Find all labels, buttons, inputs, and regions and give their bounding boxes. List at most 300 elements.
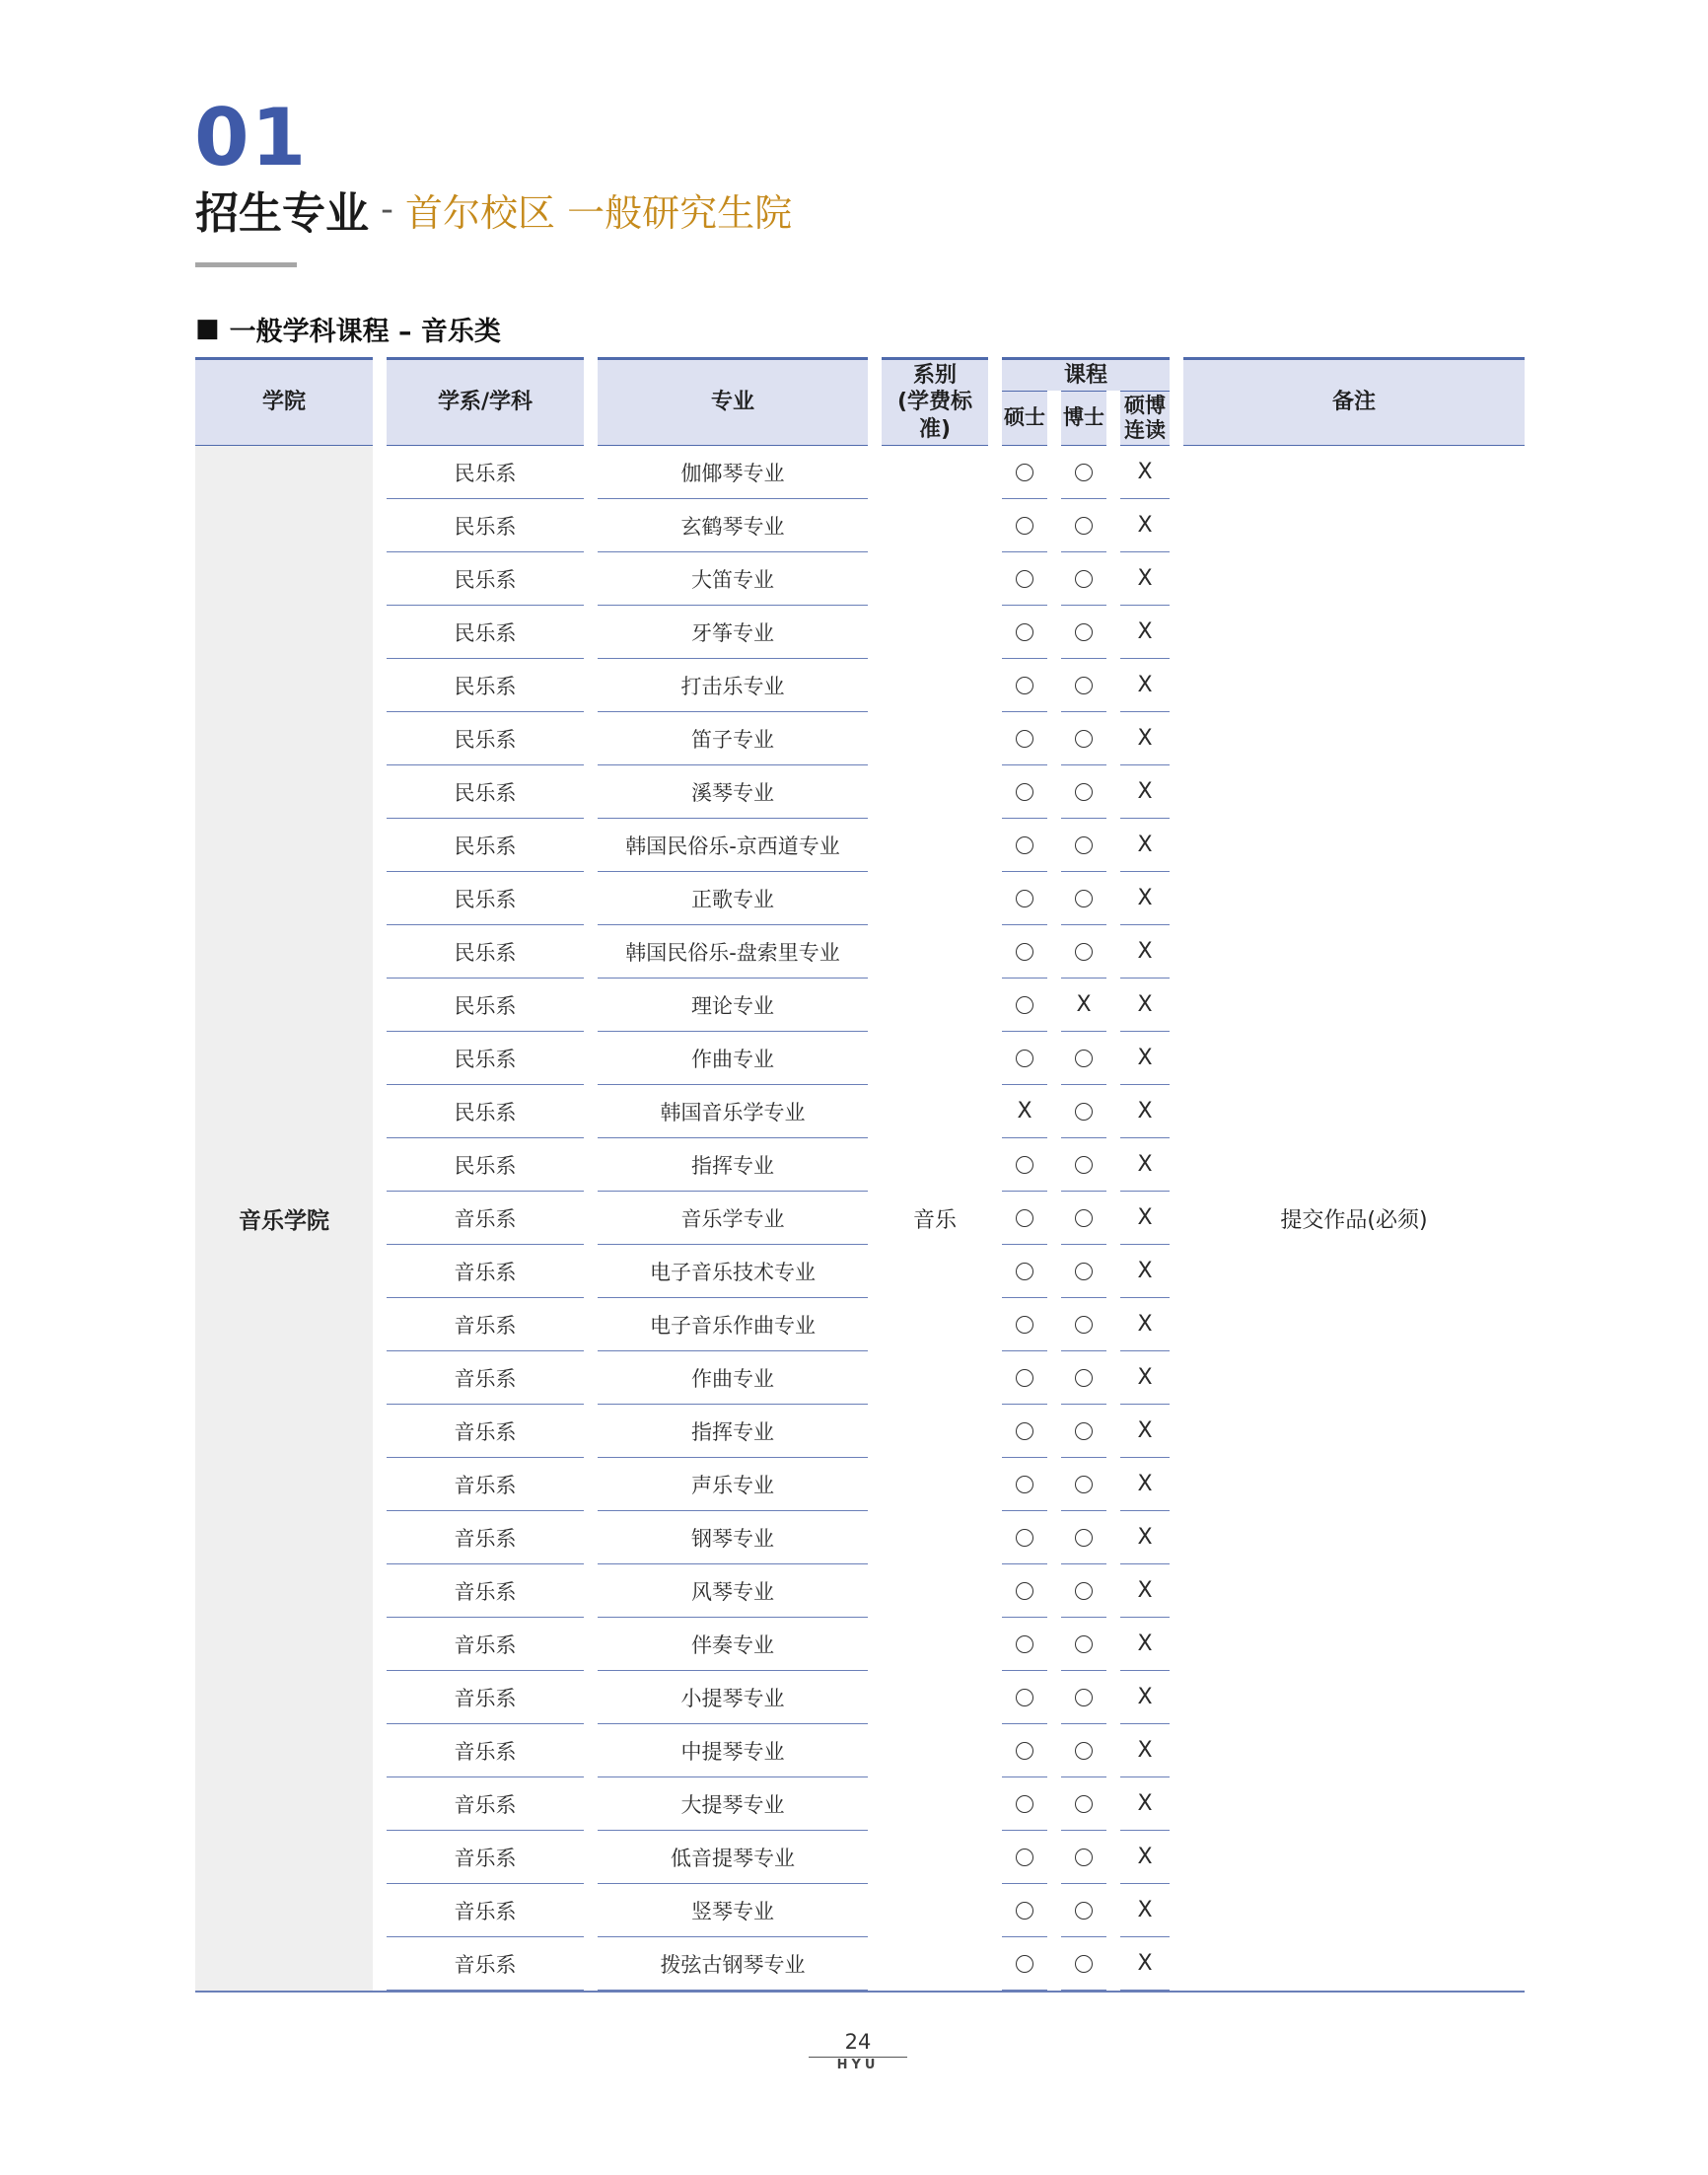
circle-mark-icon bbox=[1075, 1263, 1093, 1280]
header-combined-line2: 连读 bbox=[1124, 418, 1166, 442]
circle-mark-icon bbox=[1075, 1529, 1093, 1547]
circle-mark-icon bbox=[1016, 677, 1033, 694]
major-cell bbox=[598, 1245, 868, 1298]
department-cell bbox=[387, 1032, 584, 1085]
page-number: 24 bbox=[844, 2030, 872, 2054]
table-row bbox=[195, 1618, 1525, 1671]
table-row bbox=[195, 659, 1525, 712]
major-cell-text: 钢琴专业 bbox=[691, 1526, 774, 1551]
table-row bbox=[195, 1458, 1525, 1511]
master-cell bbox=[1002, 1032, 1047, 1085]
major-cell bbox=[598, 659, 868, 712]
combined-cell bbox=[1120, 1831, 1170, 1884]
master-cell bbox=[1002, 1777, 1047, 1831]
master-cell bbox=[1002, 1192, 1047, 1245]
major-cell bbox=[598, 1085, 868, 1138]
department-cell bbox=[387, 1884, 584, 1937]
major-cell bbox=[598, 765, 868, 819]
master-cell bbox=[1002, 499, 1047, 552]
x-mark: X bbox=[1137, 1365, 1153, 1390]
department-cell-text: 音乐系 bbox=[454, 1686, 517, 1710]
master-cell bbox=[1002, 712, 1047, 765]
doctor-cell bbox=[1061, 1564, 1106, 1618]
circle-mark-icon bbox=[1016, 730, 1033, 748]
department-cell bbox=[387, 606, 584, 659]
master-cell bbox=[1002, 1458, 1047, 1511]
doctor-cell bbox=[1061, 1724, 1106, 1777]
department-cell bbox=[387, 1351, 584, 1405]
table-row bbox=[195, 1192, 1525, 1245]
circle-mark-icon bbox=[1075, 836, 1093, 854]
department-cell bbox=[387, 1085, 584, 1138]
major-cell bbox=[598, 1671, 868, 1724]
doctor-cell bbox=[1061, 1405, 1106, 1458]
header-combined-line1: 硕博 bbox=[1124, 393, 1166, 417]
department-cell-text: 音乐系 bbox=[454, 1419, 517, 1444]
circle-mark-icon bbox=[1075, 1476, 1093, 1493]
table-row bbox=[195, 1245, 1525, 1298]
x-mark: X bbox=[1137, 1898, 1153, 1922]
x-mark: X bbox=[1137, 1418, 1153, 1443]
x-mark: X bbox=[1137, 1631, 1153, 1656]
header-course: 课程 bbox=[1002, 357, 1170, 391]
circle-mark-icon bbox=[1016, 623, 1033, 641]
x-mark: X bbox=[1137, 1046, 1153, 1070]
major-cell-text: 打击乐专业 bbox=[680, 674, 785, 698]
department-cell-text: 民乐系 bbox=[454, 940, 517, 965]
header-combined bbox=[1120, 391, 1170, 446]
master-cell bbox=[1002, 446, 1047, 499]
major-cell bbox=[598, 446, 868, 499]
major-cell bbox=[598, 1032, 868, 1085]
x-mark: X bbox=[1137, 460, 1153, 484]
x-mark: X bbox=[1137, 992, 1153, 1017]
category-cell: 音乐 bbox=[912, 1207, 957, 1233]
circle-mark-icon bbox=[1016, 464, 1033, 481]
major-cell-text: 韩国民俗乐-京西道专业 bbox=[625, 834, 840, 858]
combined-cell bbox=[1120, 1618, 1170, 1671]
combined-cell bbox=[1120, 1777, 1170, 1831]
major-cell bbox=[598, 925, 868, 979]
department-cell-text: 民乐系 bbox=[454, 1153, 517, 1178]
doctor-cell bbox=[1061, 872, 1106, 925]
master-cell bbox=[1002, 1884, 1047, 1937]
x-mark: X bbox=[1017, 1099, 1032, 1124]
x-mark: X bbox=[1137, 1845, 1153, 1869]
x-mark: X bbox=[1076, 992, 1092, 1017]
x-mark: X bbox=[1137, 1312, 1153, 1337]
major-cell-text: 伴奏专业 bbox=[691, 1632, 774, 1657]
department-cell-text: 民乐系 bbox=[454, 461, 517, 485]
department-cell bbox=[387, 1511, 584, 1564]
circle-mark-icon bbox=[1075, 464, 1093, 481]
circle-mark-icon bbox=[1016, 1529, 1033, 1547]
table-row bbox=[195, 1777, 1525, 1831]
table-row bbox=[195, 499, 1525, 552]
combined-cell bbox=[1120, 659, 1170, 712]
circle-mark-icon bbox=[1016, 836, 1033, 854]
circle-mark-icon bbox=[1016, 996, 1033, 1014]
table-bottom-rule bbox=[195, 1991, 1525, 1993]
department-cell bbox=[387, 1245, 584, 1298]
table-row bbox=[195, 1937, 1525, 1991]
master-cell bbox=[1002, 606, 1047, 659]
major-cell-text: 正歌专业 bbox=[691, 887, 774, 911]
circle-mark-icon bbox=[1075, 677, 1093, 694]
doctor-cell bbox=[1061, 1351, 1106, 1405]
department-cell-text: 音乐系 bbox=[454, 1579, 517, 1604]
department-cell bbox=[387, 925, 584, 979]
circle-mark-icon bbox=[1075, 1849, 1093, 1866]
department-cell-text: 音乐系 bbox=[454, 1313, 517, 1338]
major-cell-text: 声乐专业 bbox=[691, 1473, 774, 1497]
header-major: 专业 bbox=[598, 357, 868, 446]
master-cell bbox=[1002, 1937, 1047, 1991]
college-cell: 音乐学院 bbox=[195, 446, 373, 1991]
major-cell-text: 电子音乐作曲专业 bbox=[650, 1313, 816, 1338]
department-cell-text: 音乐系 bbox=[454, 1846, 517, 1870]
department-cell-text: 民乐系 bbox=[454, 1100, 517, 1124]
department-cell bbox=[387, 1405, 584, 1458]
circle-mark-icon bbox=[1016, 1316, 1033, 1334]
master-cell bbox=[1002, 872, 1047, 925]
department-cell bbox=[387, 819, 584, 872]
circle-mark-icon bbox=[1016, 1955, 1033, 1973]
circle-mark-icon bbox=[1016, 1263, 1033, 1280]
department-cell-text: 音乐系 bbox=[454, 1260, 517, 1284]
table-row bbox=[195, 819, 1525, 872]
title-underline bbox=[195, 262, 297, 267]
major-cell-text: 小提琴专业 bbox=[680, 1686, 785, 1710]
combined-cell bbox=[1120, 1564, 1170, 1618]
major-cell bbox=[598, 1937, 868, 1991]
x-mark: X bbox=[1137, 939, 1153, 964]
doctor-cell bbox=[1061, 1937, 1106, 1991]
combined-cell bbox=[1120, 1511, 1170, 1564]
circle-mark-icon bbox=[1075, 1689, 1093, 1706]
combined-cell bbox=[1120, 1245, 1170, 1298]
circle-mark-icon bbox=[1075, 1103, 1093, 1121]
department-cell bbox=[387, 765, 584, 819]
circle-mark-icon bbox=[1075, 1582, 1093, 1600]
table-row bbox=[195, 712, 1525, 765]
major-cell bbox=[598, 1192, 868, 1245]
combined-cell bbox=[1120, 1032, 1170, 1085]
circle-mark-icon bbox=[1075, 570, 1093, 588]
table-row bbox=[195, 872, 1525, 925]
combined-cell bbox=[1120, 1405, 1170, 1458]
header-remarks: 备注 bbox=[1183, 357, 1525, 446]
doctor-cell bbox=[1061, 1884, 1106, 1937]
x-mark: X bbox=[1137, 1259, 1153, 1283]
doctor-cell bbox=[1061, 446, 1106, 499]
combined-cell bbox=[1120, 1351, 1170, 1405]
department-cell-text: 民乐系 bbox=[454, 887, 517, 911]
master-cell bbox=[1002, 1138, 1047, 1192]
combined-cell bbox=[1120, 606, 1170, 659]
doctor-cell bbox=[1061, 659, 1106, 712]
doctor-cell bbox=[1061, 979, 1106, 1032]
major-cell bbox=[598, 1458, 868, 1511]
department-cell bbox=[387, 1937, 584, 1991]
combined-cell bbox=[1120, 872, 1170, 925]
circle-mark-icon bbox=[1016, 1742, 1033, 1760]
circle-mark-icon bbox=[1075, 783, 1093, 801]
combined-cell bbox=[1120, 979, 1170, 1032]
department-cell bbox=[387, 979, 584, 1032]
x-mark: X bbox=[1137, 1472, 1153, 1496]
combined-cell bbox=[1120, 446, 1170, 499]
major-cell bbox=[598, 1618, 868, 1671]
table-row bbox=[195, 1351, 1525, 1405]
master-cell bbox=[1002, 1831, 1047, 1884]
major-cell-text: 指挥专业 bbox=[691, 1153, 774, 1178]
major-cell-text: 音乐学专业 bbox=[680, 1206, 785, 1231]
department-cell-text: 民乐系 bbox=[454, 834, 517, 858]
circle-mark-icon bbox=[1016, 1209, 1033, 1227]
circle-mark-icon bbox=[1016, 1422, 1033, 1440]
doctor-cell bbox=[1061, 552, 1106, 606]
department-cell-text: 音乐系 bbox=[454, 1739, 517, 1764]
circle-mark-icon bbox=[1016, 1795, 1033, 1813]
doctor-cell bbox=[1061, 1085, 1106, 1138]
x-mark: X bbox=[1137, 1525, 1153, 1550]
circle-mark-icon bbox=[1075, 1742, 1093, 1760]
circle-mark-icon bbox=[1016, 1156, 1033, 1174]
department-cell-text: 民乐系 bbox=[454, 727, 517, 752]
department-cell-text: 民乐系 bbox=[454, 674, 517, 698]
master-cell bbox=[1002, 1245, 1047, 1298]
major-cell-text: 大笛专业 bbox=[691, 567, 774, 592]
major-cell-text: 竖琴专业 bbox=[691, 1899, 774, 1923]
circle-mark-icon bbox=[1075, 943, 1093, 961]
major-cell bbox=[598, 1724, 868, 1777]
major-cell-text: 风琴专业 bbox=[691, 1579, 774, 1604]
table-row bbox=[195, 925, 1525, 979]
master-cell bbox=[1002, 1671, 1047, 1724]
circle-mark-icon bbox=[1016, 1849, 1033, 1866]
x-mark: X bbox=[1137, 886, 1153, 910]
table-row bbox=[195, 1831, 1525, 1884]
header-category-line1: 系别 bbox=[912, 362, 957, 388]
section-heading bbox=[195, 309, 501, 348]
major-cell bbox=[598, 552, 868, 606]
doctor-cell bbox=[1061, 1511, 1106, 1564]
department-cell bbox=[387, 552, 584, 606]
circle-mark-icon bbox=[1075, 1156, 1093, 1174]
header-college: 学院 bbox=[195, 357, 373, 446]
page-footer bbox=[809, 2032, 907, 2071]
master-cell bbox=[1002, 1564, 1047, 1618]
circle-mark-icon bbox=[1016, 1369, 1033, 1387]
table-row bbox=[195, 1138, 1525, 1192]
department-cell bbox=[387, 1777, 584, 1831]
circle-mark-icon bbox=[1016, 517, 1033, 535]
header-category bbox=[882, 357, 988, 446]
circle-mark-icon bbox=[1075, 517, 1093, 535]
circle-mark-icon bbox=[1075, 1955, 1093, 1973]
x-mark: X bbox=[1137, 833, 1153, 857]
major-cell-text: 电子音乐技术专业 bbox=[650, 1260, 816, 1284]
department-cell-text: 民乐系 bbox=[454, 514, 517, 539]
combined-cell bbox=[1120, 765, 1170, 819]
table-row bbox=[195, 1564, 1525, 1618]
doctor-cell bbox=[1061, 1458, 1106, 1511]
combined-cell bbox=[1120, 1298, 1170, 1351]
department-cell-text: 音乐系 bbox=[454, 1952, 517, 1977]
major-cell-text: 中提琴专业 bbox=[680, 1739, 785, 1764]
table-row bbox=[195, 1085, 1525, 1138]
combined-cell bbox=[1120, 1458, 1170, 1511]
department-cell bbox=[387, 446, 584, 499]
doctor-cell bbox=[1061, 1618, 1106, 1671]
department-cell-text: 音乐系 bbox=[454, 1366, 517, 1391]
master-cell bbox=[1002, 925, 1047, 979]
major-cell-text: 玄鹤琴专业 bbox=[680, 514, 785, 539]
x-mark: X bbox=[1137, 619, 1153, 644]
major-cell-text: 拨弦古钢琴专业 bbox=[660, 1952, 806, 1977]
table-row bbox=[195, 765, 1525, 819]
header-master: 硕士 bbox=[1002, 391, 1047, 446]
combined-cell bbox=[1120, 499, 1170, 552]
combined-cell bbox=[1120, 1192, 1170, 1245]
page-title bbox=[195, 180, 792, 239]
x-mark: X bbox=[1137, 1791, 1153, 1816]
circle-mark-icon bbox=[1075, 1635, 1093, 1653]
circle-mark-icon bbox=[1016, 1902, 1033, 1920]
circle-mark-icon bbox=[1016, 1689, 1033, 1706]
circle-mark-icon bbox=[1075, 1422, 1093, 1440]
circle-mark-icon bbox=[1075, 1369, 1093, 1387]
x-mark: X bbox=[1137, 673, 1153, 697]
circle-mark-icon bbox=[1075, 623, 1093, 641]
circle-mark-icon bbox=[1016, 570, 1033, 588]
table-row bbox=[195, 1884, 1525, 1937]
combined-cell bbox=[1120, 1937, 1170, 1991]
table-row bbox=[195, 1671, 1525, 1724]
combined-cell bbox=[1120, 1884, 1170, 1937]
major-cell-text: 作曲专业 bbox=[691, 1047, 774, 1071]
combined-cell bbox=[1120, 819, 1170, 872]
doctor-cell bbox=[1061, 1032, 1106, 1085]
x-mark: X bbox=[1137, 1951, 1153, 1976]
department-cell bbox=[387, 1192, 584, 1245]
major-cell-text: 理论专业 bbox=[691, 993, 774, 1018]
square-bullet-icon: ■ bbox=[195, 314, 220, 343]
x-mark: X bbox=[1137, 1578, 1153, 1603]
section-heading-text: 一般学科课程 – 音乐类 bbox=[229, 316, 501, 347]
circle-mark-icon bbox=[1075, 890, 1093, 907]
master-cell bbox=[1002, 1298, 1047, 1351]
department-cell bbox=[387, 1831, 584, 1884]
combined-cell bbox=[1120, 1085, 1170, 1138]
circle-mark-icon bbox=[1016, 1050, 1033, 1067]
department-cell-text: 民乐系 bbox=[454, 620, 517, 645]
major-cell-text: 伽倻琴专业 bbox=[680, 461, 785, 485]
circle-mark-icon bbox=[1016, 890, 1033, 907]
department-cell-text: 民乐系 bbox=[454, 1047, 517, 1071]
major-cell-text: 作曲专业 bbox=[691, 1366, 774, 1391]
major-cell bbox=[598, 712, 868, 765]
circle-mark-icon bbox=[1016, 1635, 1033, 1653]
table-row bbox=[195, 446, 1525, 499]
table-row bbox=[195, 1511, 1525, 1564]
circle-mark-icon bbox=[1016, 943, 1033, 961]
table-row bbox=[195, 1724, 1525, 1777]
doctor-cell bbox=[1061, 1298, 1106, 1351]
x-mark: X bbox=[1137, 566, 1153, 591]
department-cell-text: 民乐系 bbox=[454, 993, 517, 1018]
department-cell bbox=[387, 1724, 584, 1777]
major-cell-text: 牙筝专业 bbox=[691, 620, 774, 645]
circle-mark-icon bbox=[1075, 1209, 1093, 1227]
department-cell-text: 音乐系 bbox=[454, 1526, 517, 1551]
master-cell bbox=[1002, 819, 1047, 872]
circle-mark-icon bbox=[1016, 1582, 1033, 1600]
doctor-cell bbox=[1061, 712, 1106, 765]
master-cell bbox=[1002, 979, 1047, 1032]
combined-cell bbox=[1120, 552, 1170, 606]
department-cell bbox=[387, 1618, 584, 1671]
major-cell bbox=[598, 1777, 868, 1831]
title-subtitle: 首尔校区 一般研究生院 bbox=[405, 190, 793, 235]
major-cell bbox=[598, 1351, 868, 1405]
master-cell bbox=[1002, 1724, 1047, 1777]
major-cell-text: 笛子专业 bbox=[691, 727, 774, 752]
table-row bbox=[195, 979, 1525, 1032]
combined-cell bbox=[1120, 925, 1170, 979]
combined-cell bbox=[1120, 1138, 1170, 1192]
table-row bbox=[195, 1298, 1525, 1351]
major-cell-text: 韩国音乐学专业 bbox=[660, 1100, 806, 1124]
chapter-number: 01 bbox=[194, 92, 309, 183]
x-mark: X bbox=[1137, 1152, 1153, 1177]
title-separator: - bbox=[381, 188, 393, 230]
combined-cell bbox=[1120, 1671, 1170, 1724]
table-row bbox=[195, 1032, 1525, 1085]
header-department: 学系/学科 bbox=[387, 357, 584, 446]
master-cell bbox=[1002, 1511, 1047, 1564]
major-cell bbox=[598, 1405, 868, 1458]
circle-mark-icon bbox=[1075, 1050, 1093, 1067]
remarks-cell: 提交作品(必须) bbox=[1280, 1207, 1428, 1233]
major-cell bbox=[598, 979, 868, 1032]
doctor-cell bbox=[1061, 606, 1106, 659]
doctor-cell bbox=[1061, 925, 1106, 979]
department-cell-text: 音乐系 bbox=[454, 1473, 517, 1497]
circle-mark-icon bbox=[1075, 1316, 1093, 1334]
x-mark: X bbox=[1137, 1205, 1153, 1230]
master-cell bbox=[1002, 1085, 1047, 1138]
major-cell bbox=[598, 499, 868, 552]
x-mark: X bbox=[1137, 779, 1153, 804]
major-cell bbox=[598, 1298, 868, 1351]
department-cell-text: 音乐系 bbox=[454, 1899, 517, 1923]
circle-mark-icon bbox=[1016, 1476, 1033, 1493]
department-cell bbox=[387, 499, 584, 552]
x-mark: X bbox=[1137, 513, 1153, 538]
circle-mark-icon bbox=[1016, 783, 1033, 801]
major-cell bbox=[598, 1138, 868, 1192]
department-cell-text: 民乐系 bbox=[454, 780, 517, 805]
master-cell bbox=[1002, 1351, 1047, 1405]
doctor-cell bbox=[1061, 499, 1106, 552]
table-row bbox=[195, 552, 1525, 606]
x-mark: X bbox=[1137, 726, 1153, 751]
master-cell bbox=[1002, 659, 1047, 712]
doctor-cell bbox=[1061, 1831, 1106, 1884]
major-cell bbox=[598, 1884, 868, 1937]
